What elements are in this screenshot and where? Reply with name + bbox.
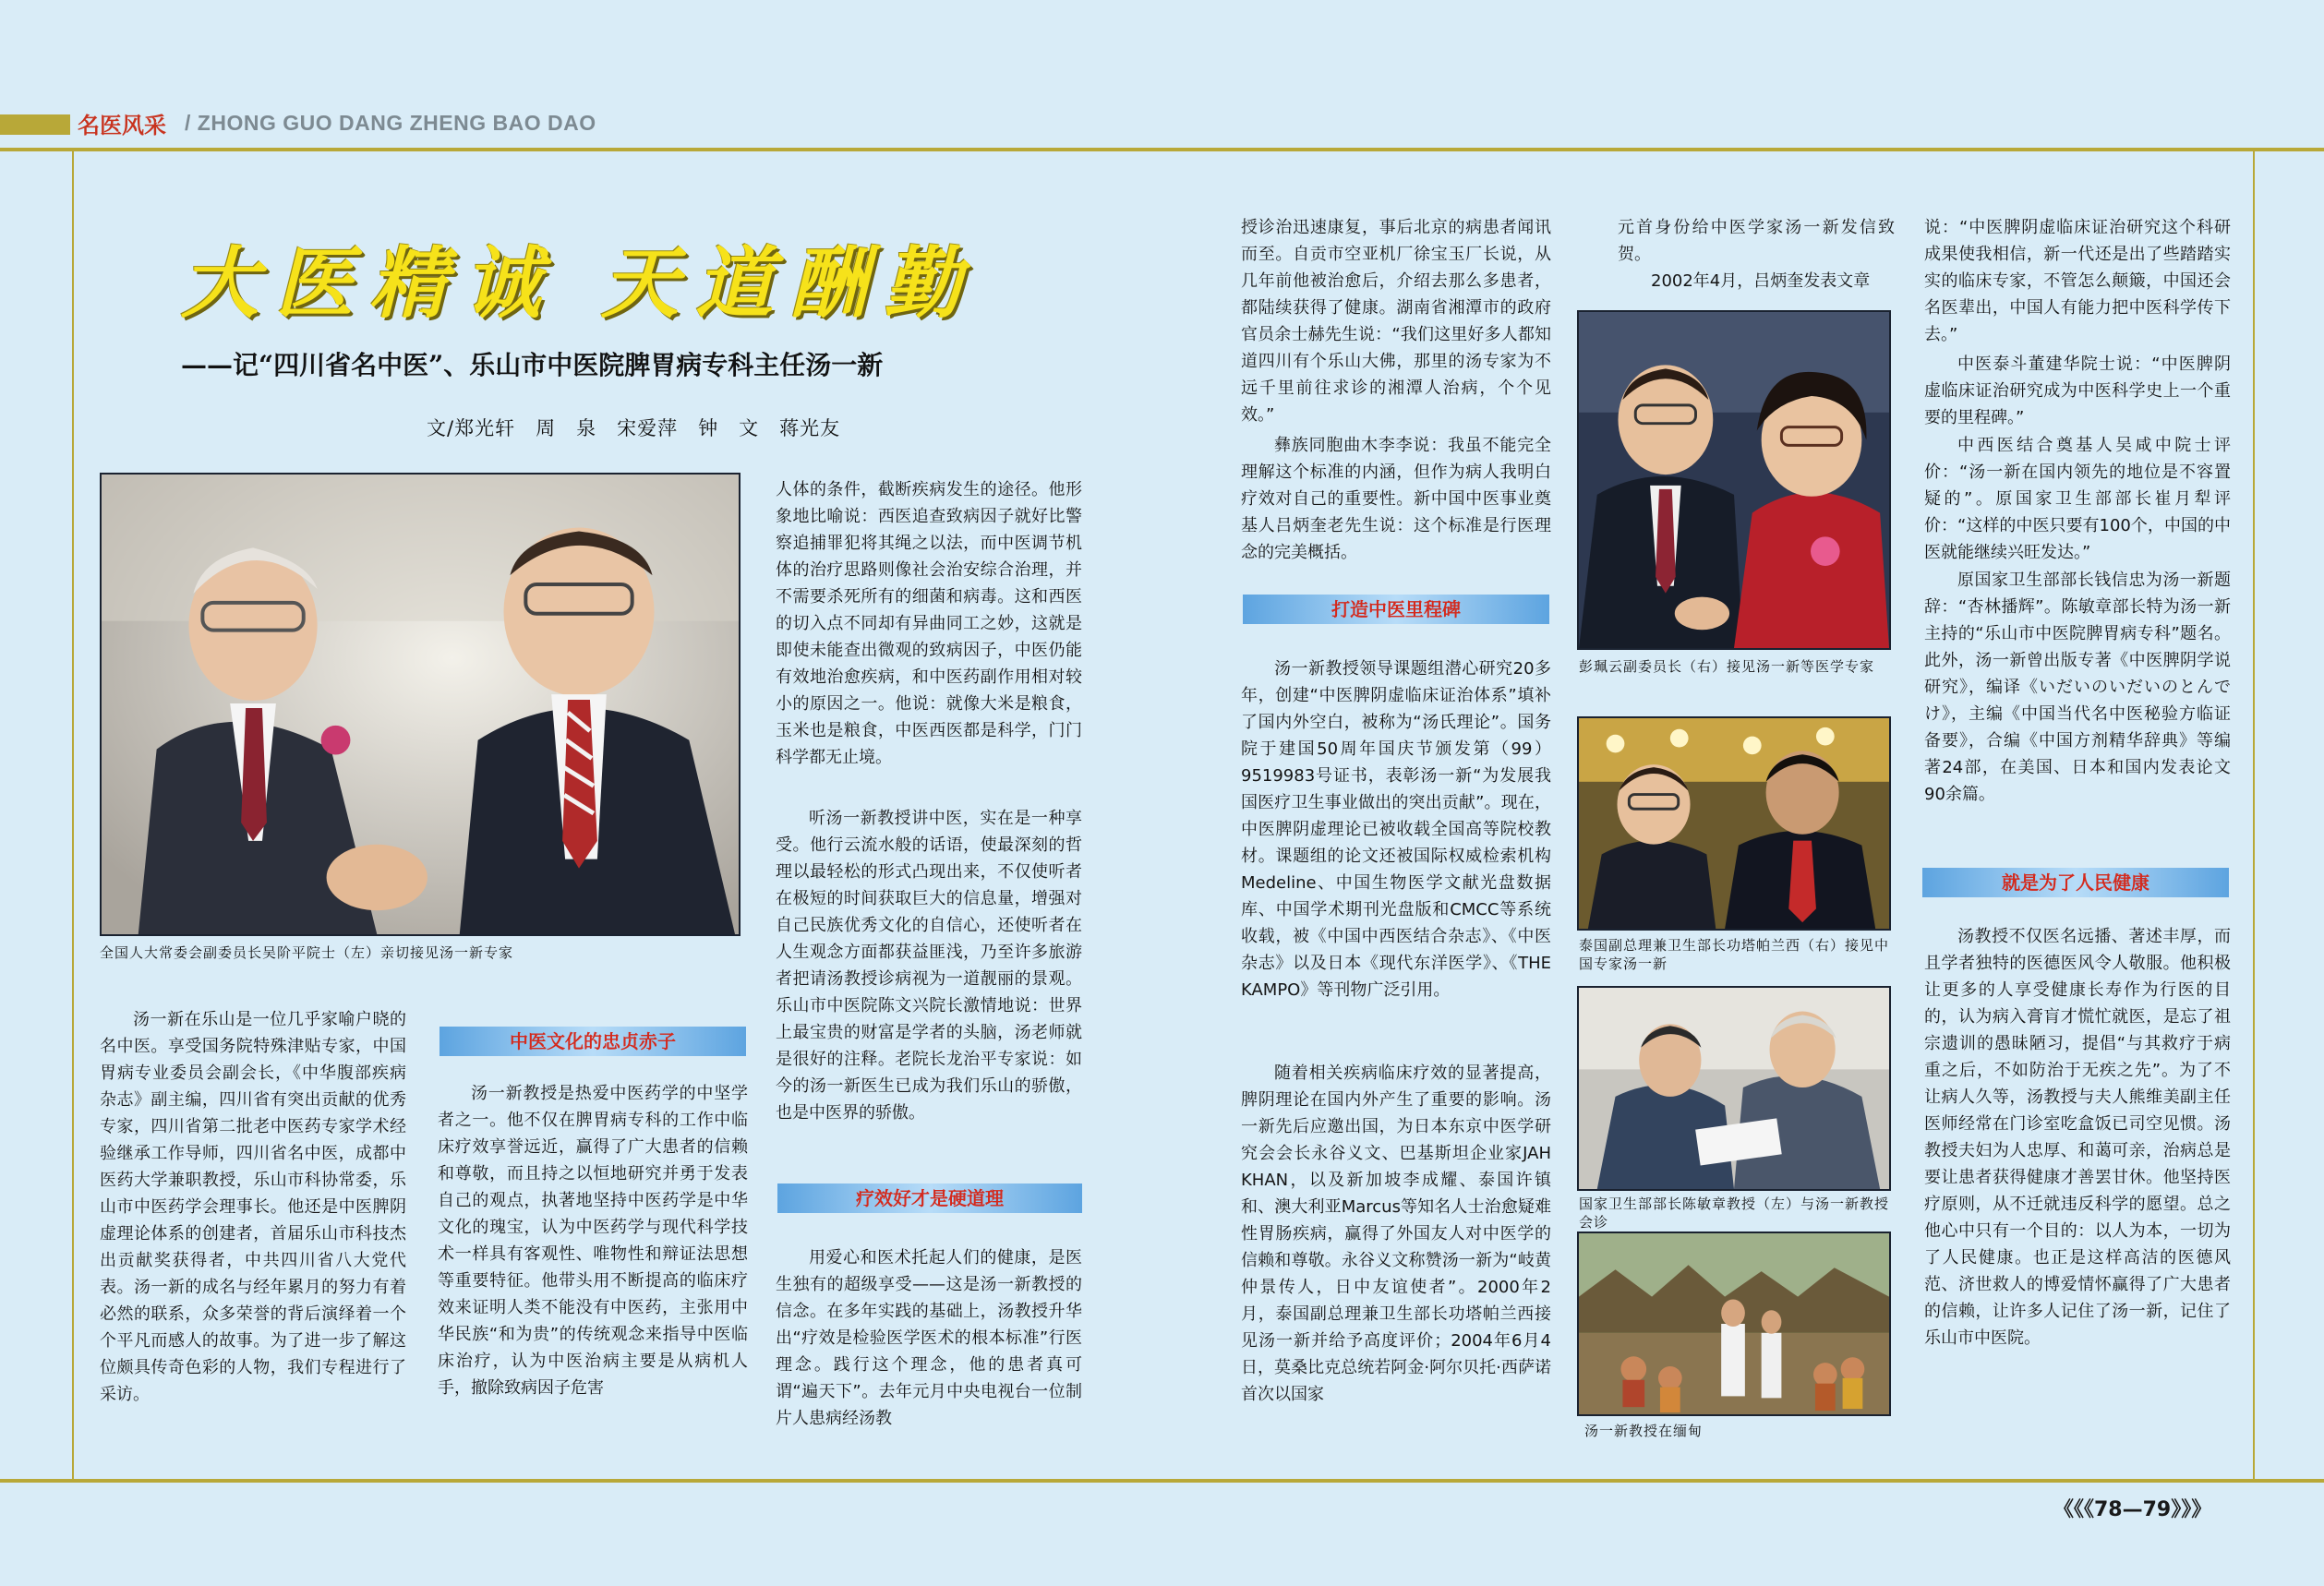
heading-milestone: 打造中医里程碑 [1243,595,1549,624]
heading-peoples-health: 就是为了人民健康 [1922,868,2229,897]
article-byline: 文/郑光轩 周 泉 宋爱萍 钟 文 蒋光友 [427,417,841,439]
article-column-4a [1241,214,1551,432]
footer-rule [0,1479,2324,1483]
section-title: 名医风采 [78,113,166,138]
paragraph: 元首身份给中医学家汤一新发信致贺。 [1618,218,1895,264]
heading-efficacy: 疗效好才是硬道理 [777,1183,1082,1213]
paragraph: 原国家卫生部部长钱信忠为汤一新题辞：“杏林播辉”。陈敏章部长特为汤一新主持的“乐山市中医院脾胃病专科”题名。此外，汤一新曾出版专著《中医脾阴学说研究》，编译《いだいのいだいのとんでけ》，主编《中国当代名中医秘验方临证备要》，合编《中国方剂精华辞典》等编著24部，在美国、日本和国内发表论文90余篇。 [1924,571,2231,804]
photo-thai-vice-premier [1577,716,1891,931]
paragraph: 彝族同胞曲木李李说：我虽不能完全理解这个标准的内涵，但作为病人我明白疗效对自己的重要性。新中国中医事业奠基人吕炳奎老先生说：这个标准是行医理念的完美概括。 [1241,436,1551,562]
paragraph: 人体的条件，截断疾病发生的途径。他形象地比喻说：西医追查致病因子就好比警察追捕罪犯将其绳之以法，而中医调节机体的治疗思路则像社会治安综合治理，并不需要杀死所有的细菌和病毒。这和西医的切入点不同却有异曲同工之妙，这就是即使未能查出微观的致病因子，中医仍能有效地治愈疾病，和中医药副作用相对较小的原因之一。他说：就像大米是粮食，玉米也是粮食，中医西医都是科学，门门科学都无止境。 [776,480,1082,767]
paragraph: 用爱心和医术托起人们的健康，是医生独有的超级享受——这是汤一新教授的信念。在多年实践的基础上，汤教授升华出“疗效是检验医学医术的根本标准”行医理念。践行这个理念，他的患者真可谓“遍天下”。去年元月中央电视台一位制片人患病经汤教 [776,1248,1082,1428]
left-margin-rule [72,151,74,1481]
article-column-3a [776,476,1082,809]
paragraph: 说：“中医脾阴虚临床证治研究这个科研成果使我相信，新一代还是出了些踏踏实实的临床专家，不管怎么颠簸，中国还会名医辈出，中国人有能力把中医科学传下去。” [1924,218,2231,344]
paragraph: 汤教授不仅医名远播、著述丰厚，而且学者独特的医德医风令人敬服。他积极让更多的人享受健康长寿作为行医的目的，认为病入膏肓才慌忙就医，是忘了祖宗遗训的愚昧陋习，提倡“与其救疗于病重之后，不如防治于无疾之先”。为了不让病人久等，汤教授与夫人熊维美副主任医师经常在门诊室吃盒饭已司空见惯。汤教授夫妇为人忠厚、和蔼可亲，治病总是要让患者获得健康才善罢甘休。他坚持医疗原则，从不迁就违反科学的愿望。总之他心中只有一个目的：以人为本，一切为了人民健康。也正是这样高洁的医德风范、济世救人的博爱情怀赢得了广大患者的信赖，让许多人记住了汤一新，记住了乐山市中医院。 [1924,927,2231,1348]
article-column-3c [776,1244,1082,1438]
paragraph: 听汤一新教授讲中医，实在是一种享受。他行云流水般的话语，使最深刻的哲理以最轻松的形式凸现出来，不仅使听者在极短的时间获取巨大的信息量，增强对自己民族优秀文化的自信心，还使听者在人生观念方面都获益匪浅，乃至许多旅游者把请汤教授诊病视为一道靓丽的景观。乐山市中医院陈文兴院长激情地说：世界上最宝贵的财富是学者的头脑，汤老师就是很好的注释。老院长龙治平专家说：如今的汤一新医生已成为我们乐山的骄傲，也是中医界的骄傲。 [776,809,1082,1123]
article-column-4d [1241,1060,1551,1448]
paragraph: 中西医结合奠基人吴咸中院士评价：“汤一新在国内领先的地位是不容置疑的”。原国家卫生部部长崔月犁评价：“这样的中医只要有100个，中国的中医就能继续兴旺发达。” [1924,436,2231,562]
article-column-4b [1241,432,1551,571]
photo-thai-vice-premier-caption: 泰国副总理兼卫生部长功塔帕兰西（右）接见中国专家汤一新 [1579,937,1890,972]
article-column-3b [776,805,1082,1167]
article-title: 大医精诚 天道酬勤 [181,237,979,329]
photo-handshake [100,473,741,936]
photo-myanmar [1577,1232,1891,1416]
section-subtitle: / ZHONG GUO DANG ZHENG BAO DAO [185,111,596,135]
paragraph: 汤一新在乐山是一位几乎家喻户晓的名中医。享受国务院特殊津贴专家，中国胃病专业委员会副会长，《中华腹部疾病杂志》副主编，四川省有突出贡献的优秀专家，四川省第二批老中医药专家学术经验继承工作导师，四川省名中医，成都中医药大学兼职教授，乐山市科协常委，乐山市中医药学会理事长。他还是中医脾阴虚理论体系的创建者，首届乐山市科技杰出贡献奖获得者，中共四川省八大党代表。汤一新的成名与经年累月的努力有着必然的联系，众多荣誉的背后演绎着一个个平凡而感人的故事。为了进一步了解这位颇具传奇色彩的人物，我们专程进行了采访。 [100,1010,406,1404]
article-column-4c [1241,655,1551,1058]
photo-myanmar-caption: 汤一新教授在缅甸 [1584,1423,1704,1439]
paragraph: 汤一新教授领导课题组潜心研究20多年，创建“中医脾阴虚临床证治体系”填补了国内外空白，被称为“汤氏理论”。国务院于建国50周年国庆节颁发第（99）9519983号证书，表彰汤一新“为发展我国医疗卫生事业做出的突出贡献”。现在，中医脾阴虚理论已被收载全国高等院校教材。课题组的论文还被国际权威检索机构Medeline、中国生物医学文献光盘数据库、中国学术期刊光盘版和CMCC等系统收载，被《中国中西医结合杂志》、《中医杂志》以及日本《现代东洋医学》、《THE KAMPO》等刊物广泛引用。 [1241,659,1551,1000]
article-column-5b [1618,268,1895,299]
article-column-6b [1924,351,2231,436]
article-column-2 [438,1080,748,1442]
photo-peng-peiyun-caption: 彭珮云副委员长（右）接见汤一新等医学专家 [1579,658,1875,675]
article-column-6d [1924,567,2231,844]
article-column-5a [1618,214,1895,270]
paragraph: 中医泰斗董建华院士说：“中医脾阴虚临床证治研究成为中医科学史上一个重要的里程碑。” [1924,354,2231,427]
right-margin-rule [2253,151,2255,1481]
header-rule [0,148,2324,151]
paragraph: 汤一新教授是热爱中医药学的中坚学者之一。他不仅在脾胃病专科的工作中临床疗效享誉远近，赢得了广大患者的信赖和尊敬，而且持之以恒地研究并勇于发表自己的观点，执著地坚持中医药学是中华文化的瑰宝，认为中医药学与现代科学技术一样具有客观性、唯物性和辩证法思想等重要特征。他带头用不断提高的临床疗效来证明人类不能没有中医药，主张用中华民族“和为贵”的传统观念来指导中医临床治疗，认为中医治病主要是从病机人手，撤除致病因子危害 [438,1084,748,1398]
photo-chen-minzhang [1577,986,1891,1191]
article-subtitle: ——记“四川省名中医”、乐山市中医院脾胃病专科主任汤一新 [181,350,884,380]
photo-peng-peiyun [1577,310,1891,650]
heading-cultural-devotion: 中医文化的忠贞赤子 [440,1027,746,1056]
photo-chen-minzhang-caption: 国家卫生部部长陈敏章教授（左）与汤一新教授会诊 [1579,1196,1890,1231]
header-accent-block [0,114,70,135]
article-column-6c [1924,432,2231,572]
article-column-6e [1924,923,2231,1422]
paragraph: 2002年4月，吕炳奎发表文章 [1651,271,1871,291]
article-column-1 [100,1006,406,1449]
page-number: 《《《78—79》》》 [2053,1498,2212,1521]
photo-handshake-caption: 全国人大常委会副委员长吴阶平院士（左）亲切接见汤一新专家 [100,944,514,961]
paragraph: 随着相关疾病临床疗效的显著提高，脾阴理论在国内外产生了重要的影响。汤一新先后应邀出国，为日本东京中医学研究会会长永谷义文、巴基斯坦企业家JAH KHAN，以及新加坡李成耀、泰国许镇和、澳大利亚Marcus等知名人士治愈疑难性胃肠疾病，赢得了外国友人对中医学的信赖和尊敬。永谷义文称赞汤一新为“岐黄仲景传人，日中友谊使者”。2000年2月，泰国副总理兼卫生部长功塔帕兰西接见汤一新并给予高度评价；2004年6月4日，莫桑比克总统若阿金·阿尔贝托·西萨诺首次以国家 [1241,1063,1551,1404]
paragraph: 授诊治迅速康复，事后北京的病患者闻讯而至。自贡市空亚机厂徐宝玉厂长说，从几年前他被治愈后，介绍去那么多患者，都陆续获得了健康。湖南省湘潭市的政府官员余士赫先生说：“我们这里好多人都知道四川有个乐山大佛，那里的汤专家为不远千里前往求诊的湘潭人治病，个个见效。” [1241,218,1551,425]
